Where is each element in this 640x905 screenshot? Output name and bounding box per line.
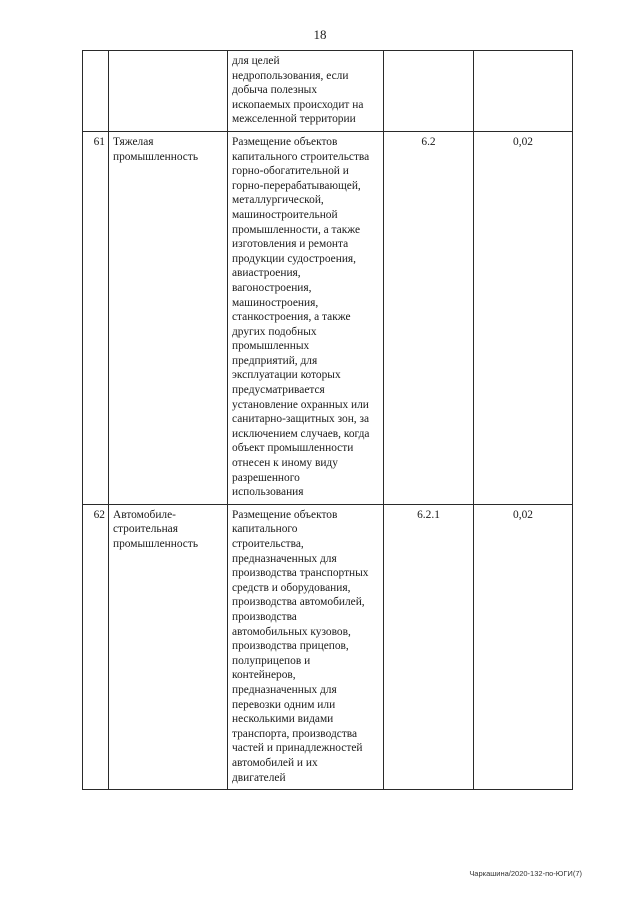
row-number-cell: 61 (83, 131, 109, 504)
land-use-description-line: предприятий, для (232, 354, 318, 367)
land-use-description-line: горно-обогатительной и (232, 165, 349, 178)
land-use-name-line: Тяжелая (113, 135, 154, 148)
land-use-name-cell (109, 51, 228, 132)
land-use-description-cell (228, 131, 384, 504)
land-use-description-line: производства прицепов, (232, 640, 349, 653)
land-use-description-line: производства (232, 610, 297, 623)
land-use-description-line: производства автомобилей, (232, 596, 365, 609)
land-use-description-line: объект промышленности (232, 442, 354, 455)
land-use-name-line: Автомобиле- (113, 508, 176, 521)
land-use-description-line: добыча полезных (232, 84, 318, 97)
land-use-description-line: других подобных (232, 325, 317, 338)
land-use-description-line: продукции судостроения, (232, 252, 357, 265)
land-use-description-line: станкостроения, а также (232, 311, 351, 324)
land-use-description-line: ископаемых происходит на (232, 98, 364, 111)
land-use-description-line: промышленных (232, 340, 310, 353)
land-use-name-cell (109, 504, 228, 789)
coefficient-value-cell: 0,02 (474, 131, 573, 504)
land-use-code-cell (384, 51, 474, 132)
land-use-code-cell: 6.2 (384, 131, 474, 504)
land-use-description-line: установление охранных или (232, 398, 369, 411)
land-use-description-line: санитарно-защитных зон, за (232, 413, 370, 426)
land-use-description-cell (228, 51, 384, 132)
land-use-description-line: использования (232, 486, 304, 499)
land-use-description-line: промышленности, а также (232, 223, 361, 236)
land-use-description-line: межселенной территории (232, 113, 356, 126)
land-use-description-line: горно-перерабатывающей, (232, 179, 361, 192)
land-use-name-cell (109, 131, 228, 504)
land-use-description-line: разрешенного (232, 471, 300, 484)
land-use-description-line: предназначенных для (232, 683, 337, 696)
land-use-table (82, 50, 573, 790)
land-use-name-line: промышленность (113, 538, 199, 550)
land-use-description-line: транспорта, производства (232, 727, 358, 740)
coefficient-value-cell (474, 51, 573, 132)
land-use-description-line: строительства, (232, 538, 304, 550)
land-use-description-line: капитального (232, 523, 298, 536)
land-use-description-line: отнесен к иному виду (232, 457, 338, 470)
land-use-description-line: предусматривается (232, 384, 325, 397)
land-use-description-line: Размещение объектов (232, 135, 338, 148)
land-use-description-line: частей и принадлежностей (232, 742, 363, 755)
land-use-description-line: перевозки одним или (232, 698, 336, 711)
coefficient-value-cell: 0,02 (474, 504, 573, 789)
land-use-description-line: машиностроения, (232, 296, 319, 309)
table-row (83, 131, 573, 504)
row-number-cell: 62 (83, 504, 109, 789)
land-use-description-line: исключением случаев, когда (232, 427, 370, 440)
land-use-description-line: несколькими видами (232, 713, 334, 726)
row-number-cell (83, 51, 109, 132)
land-use-description-line: капитального строительства (232, 150, 370, 163)
land-use-description-line: автомобилей и их (232, 756, 318, 769)
land-use-description-line: автомобильных кузовов, (232, 625, 351, 638)
land-use-description-line: двигателей (232, 771, 286, 784)
page-number: 18 (313, 27, 327, 42)
land-use-code-cell: 6.2.1 (384, 504, 474, 789)
land-use-description-line: металлургической, (232, 194, 324, 207)
land-use-name-line: промышленность (113, 150, 199, 163)
land-use-name-line: строительная (113, 523, 178, 536)
land-use-description-line: Размещение объектов (232, 508, 338, 521)
land-use-description-line: авиастроения, (232, 267, 301, 280)
land-use-description-line: недропользования, если (232, 69, 349, 82)
land-use-description-line: для целей (232, 55, 280, 67)
land-use-description-line: полуприцепов и (232, 654, 311, 667)
table-row (83, 504, 573, 789)
land-use-description-line: контейнеров, (232, 669, 296, 682)
table-row (83, 51, 573, 132)
land-use-description-line: изготовления и ремонта (232, 238, 349, 251)
land-use-description-line: производства транспортных (232, 567, 369, 580)
land-use-description-line: вагоностроения, (232, 281, 312, 294)
land-use-description-line: средств и оборудования, (232, 581, 351, 594)
land-use-description-line: машиностроительной (232, 208, 338, 221)
land-use-description-line: эксплуатации которых (232, 369, 341, 382)
document-footer: Чаркашина/2020-132-по-ЮГИ(7) (469, 869, 582, 878)
land-use-description-cell (228, 504, 384, 789)
land-use-description-line: предназначенных для (232, 552, 337, 565)
